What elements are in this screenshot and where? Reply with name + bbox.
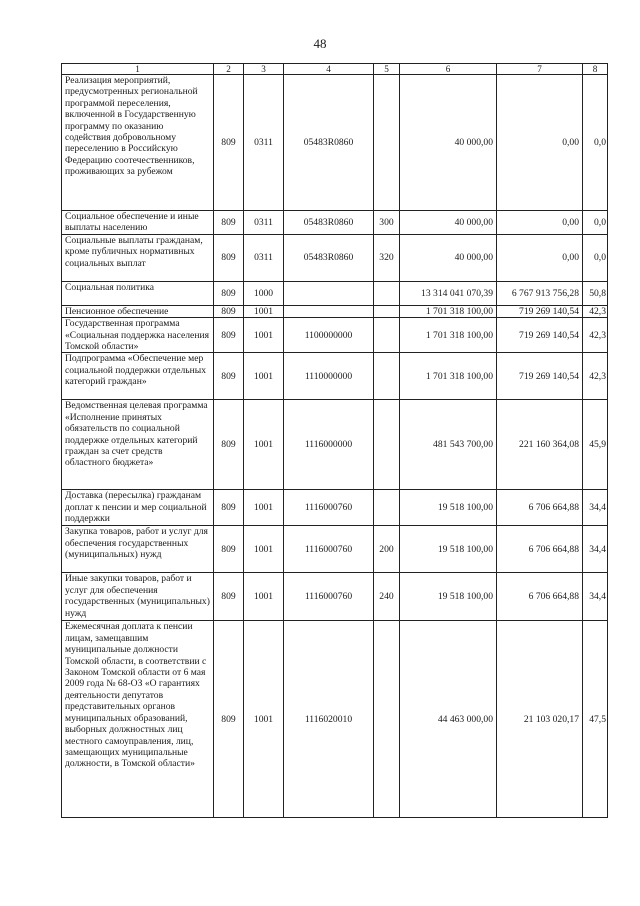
plan-amount-cell: 1 701 318 100,00 bbox=[400, 318, 497, 353]
expense-type-code-cell bbox=[374, 75, 400, 211]
target-article-code-cell: 1100000000 bbox=[284, 318, 374, 353]
executed-amount-cell: 719 269 140,54 bbox=[497, 353, 583, 400]
ministry-code-cell: 809 bbox=[214, 526, 244, 573]
ministry-code-cell: 809 bbox=[214, 281, 244, 305]
ministry-code-cell: 809 bbox=[214, 318, 244, 353]
section-code-cell: 0311 bbox=[244, 75, 284, 211]
expense-type-code-cell: 240 bbox=[374, 573, 400, 621]
executed-amount-cell: 6 706 664,88 bbox=[497, 573, 583, 621]
ministry-code-cell: 809 bbox=[214, 75, 244, 211]
execution-percent-cell: 45,9 bbox=[583, 400, 608, 490]
execution-percent-cell: 34,4 bbox=[583, 573, 608, 621]
section-code-cell: 1001 bbox=[244, 305, 284, 317]
plan-amount-cell: 44 463 000,00 bbox=[400, 621, 497, 818]
row-name-cell: Ведомственная целевая программа «Исполнение принятых обязательств по социальной поддержке отдельных категорий граждан за счет средств областного бюджета» bbox=[62, 400, 214, 490]
target-article-code-cell: 05483R0860 bbox=[284, 234, 374, 281]
expense-type-code-cell bbox=[374, 621, 400, 818]
row-name-cell: Социальные выплаты гражданам, кроме публичных нормативных социальных выплат bbox=[62, 234, 214, 281]
expense-type-code-cell: 300 bbox=[374, 211, 400, 235]
table-row bbox=[62, 400, 608, 490]
expense-type-code-cell: 200 bbox=[374, 526, 400, 573]
section-code-cell: 1001 bbox=[244, 621, 284, 818]
table-row bbox=[62, 318, 608, 353]
column-header: 3 bbox=[244, 64, 284, 75]
ministry-code-cell: 809 bbox=[214, 234, 244, 281]
target-article-code-cell: 1110000000 bbox=[284, 353, 374, 400]
row-name-cell: Доставка (пересылка) гражданам доплат к пенсии и мер социальной поддержки bbox=[62, 490, 214, 526]
row-name-cell: Социальная политика bbox=[62, 281, 214, 305]
executed-amount-cell: 21 103 020,17 bbox=[497, 621, 583, 818]
column-header: 8 bbox=[583, 64, 608, 75]
expense-type-code-cell bbox=[374, 400, 400, 490]
column-header: 4 bbox=[284, 64, 374, 75]
execution-percent-cell: 42,3 bbox=[583, 353, 608, 400]
executed-amount-cell: 6 706 664,88 bbox=[497, 526, 583, 573]
plan-amount-cell: 481 543 700,00 bbox=[400, 400, 497, 490]
ministry-code-cell: 809 bbox=[214, 621, 244, 818]
section-code-cell: 1001 bbox=[244, 526, 284, 573]
executed-amount-cell: 0,00 bbox=[497, 234, 583, 281]
table-row bbox=[62, 211, 608, 235]
target-article-code-cell: 05483R0860 bbox=[284, 75, 374, 211]
plan-amount-cell: 1 701 318 100,00 bbox=[400, 353, 497, 400]
executed-amount-cell: 6 706 664,88 bbox=[497, 490, 583, 526]
target-article-code-cell bbox=[284, 281, 374, 305]
plan-amount-cell: 1 701 318 100,00 bbox=[400, 305, 497, 317]
section-code-cell: 1001 bbox=[244, 318, 284, 353]
row-name-cell: Социальное обеспечение и иные выплаты населению bbox=[62, 211, 214, 235]
table-row bbox=[62, 490, 608, 526]
plan-amount-cell: 40 000,00 bbox=[400, 234, 497, 281]
budget-table bbox=[61, 63, 608, 818]
expense-type-code-cell bbox=[374, 490, 400, 526]
row-name-cell: Закупка товаров, работ и услуг для обеспечения государственных (муниципальных) нужд bbox=[62, 526, 214, 573]
section-code-cell: 1001 bbox=[244, 490, 284, 526]
ministry-code-cell: 809 bbox=[214, 573, 244, 621]
row-name-cell: Ежемесячная доплата к пенсии лицам, замещавшим муниципальные должности Томской области, в соответствии с Законом Томской области от 6 мая 2009 года № 68-ОЗ «О гарантиях деятельности депутатов представительных органов муниципальных образований, выборных должностных лиц местного самоуправления, лиц, замещающих муниципальные должности, в Томской области» bbox=[62, 621, 214, 818]
plan-amount-cell: 40 000,00 bbox=[400, 211, 497, 235]
table-row bbox=[62, 75, 608, 211]
target-article-code-cell: 1116000000 bbox=[284, 400, 374, 490]
plan-amount-cell: 19 518 100,00 bbox=[400, 490, 497, 526]
execution-percent-cell: 42,3 bbox=[583, 305, 608, 317]
ministry-code-cell: 809 bbox=[214, 211, 244, 235]
row-name-cell: Государственная программа «Социальная поддержка населения Томской области» bbox=[62, 318, 214, 353]
expense-type-code-cell bbox=[374, 353, 400, 400]
column-header: 7 bbox=[497, 64, 583, 75]
section-code-cell: 1001 bbox=[244, 400, 284, 490]
section-code-cell: 1001 bbox=[244, 573, 284, 621]
table-row bbox=[62, 621, 608, 818]
executed-amount-cell: 719 269 140,54 bbox=[497, 318, 583, 353]
target-article-code-cell: 1116000760 bbox=[284, 526, 374, 573]
section-code-cell: 0311 bbox=[244, 234, 284, 281]
section-code-cell: 0311 bbox=[244, 211, 284, 235]
executed-amount-cell: 719 269 140,54 bbox=[497, 305, 583, 317]
table-row bbox=[62, 573, 608, 621]
expense-type-code-cell bbox=[374, 318, 400, 353]
ministry-code-cell: 809 bbox=[214, 353, 244, 400]
row-name-cell: Пенсионное обеспечение bbox=[62, 305, 214, 317]
execution-percent-cell: 0,0 bbox=[583, 211, 608, 235]
executed-amount-cell: 0,00 bbox=[497, 211, 583, 235]
target-article-code-cell: 05483R0860 bbox=[284, 211, 374, 235]
ministry-code-cell: 809 bbox=[214, 305, 244, 317]
execution-percent-cell: 50,8 bbox=[583, 281, 608, 305]
executed-amount-cell: 0,00 bbox=[497, 75, 583, 211]
plan-amount-cell: 13 314 041 070,39 bbox=[400, 281, 497, 305]
table-row bbox=[62, 281, 608, 305]
page-number: 48 bbox=[313, 36, 327, 51]
expense-type-code-cell bbox=[374, 305, 400, 317]
ministry-code-cell: 809 bbox=[214, 490, 244, 526]
row-name-cell: Реализация мероприятий, предусмотренных региональной программой переселения, включенной в Государственную программу по оказанию содействия добровольному переселению в Российскую Федерацию соотечественников, проживающих за рубежом bbox=[62, 75, 214, 211]
execution-percent-cell: 47,5 bbox=[583, 621, 608, 818]
target-article-code-cell: 1116000760 bbox=[284, 573, 374, 621]
column-header: 6 bbox=[400, 64, 497, 75]
ministry-code-cell: 809 bbox=[214, 400, 244, 490]
row-name-cell: Подпрограмма «Обеспечение мер социальной поддержки отдельных категорий граждан» bbox=[62, 353, 214, 400]
target-article-code-cell bbox=[284, 305, 374, 317]
executed-amount-cell: 221 160 364,08 bbox=[497, 400, 583, 490]
table-row bbox=[62, 234, 608, 281]
execution-percent-cell: 0,0 bbox=[583, 75, 608, 211]
column-header: 5 bbox=[374, 64, 400, 75]
plan-amount-cell: 40 000,00 bbox=[400, 75, 497, 211]
table-row bbox=[62, 526, 608, 573]
plan-amount-cell: 19 518 100,00 bbox=[400, 526, 497, 573]
row-name-cell: Иные закупки товаров, работ и услуг для обеспечения государственных (муниципальных) нужд bbox=[62, 573, 214, 621]
section-code-cell: 1001 bbox=[244, 353, 284, 400]
table-row bbox=[62, 305, 608, 317]
section-code-cell: 1000 bbox=[244, 281, 284, 305]
executed-amount-cell: 6 767 913 756,28 bbox=[497, 281, 583, 305]
header-row bbox=[62, 64, 608, 75]
execution-percent-cell: 42,3 bbox=[583, 318, 608, 353]
expense-type-code-cell: 320 bbox=[374, 234, 400, 281]
execution-percent-cell: 34,4 bbox=[583, 490, 608, 526]
column-header: 1 bbox=[62, 64, 214, 75]
target-article-code-cell: 1116000760 bbox=[284, 490, 374, 526]
expense-type-code-cell bbox=[374, 281, 400, 305]
table-row bbox=[62, 353, 608, 400]
plan-amount-cell: 19 518 100,00 bbox=[400, 573, 497, 621]
execution-percent-cell: 34,4 bbox=[583, 526, 608, 573]
column-header: 2 bbox=[214, 64, 244, 75]
execution-percent-cell: 0,0 bbox=[583, 234, 608, 281]
target-article-code-cell: 1116020010 bbox=[284, 621, 374, 818]
